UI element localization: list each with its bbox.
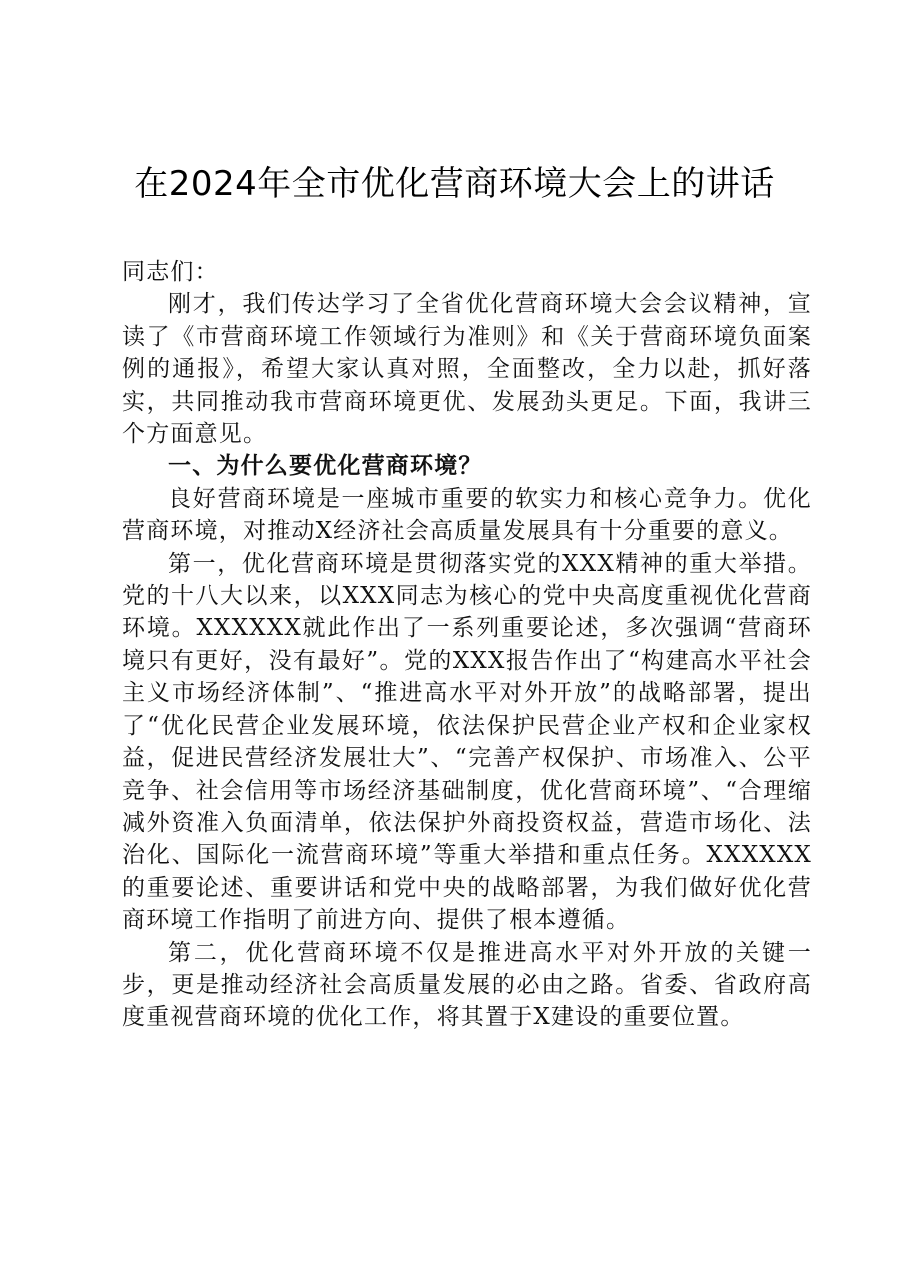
section1-paragraph-2: 第一，优化营商环境是贯彻落实党的XXX精神的重大举措。党的十八大以来，以XXX同志为核心的党中央高度重视优化营商环境。XXXXXX就此作出了一系列重要论述，多次强调“营商环境只有更好，没有最好”。党的XXX报告作出了“构建高水平社会主义市场经济体制”、“推进高水平对外开放”的战略部署，提出了“优化民营企业发展环境，依法保护民营企业产权和企业家权益，促进民营经济发展壮大”、“完善产权保护、市场准入、公平竞争、社会信用等市场经济基础制度，优化营商环境”、“合理缩减外资准入负面清单，依法保护外商投资权益，营造市场化、法治化、国际化一流营商环境”等重大举措和重点任务。XXXXXX的重要论述、重要讲话和党中央的战略部署，为我们做好优化营商环境工作指明了前进方向、提供了根本遵循。 [122,550,812,934]
section1-paragraph-3: 第二，优化营商环境不仅是推进高水平对外开放的关键一步，更是推动经济社会高质量发展的必由之路。省委、省政府高度重视营商环境的优化工作，将其置于X建设的重要位置。 [122,939,812,1031]
document-title: 在2024年全市优化营商环境大会上的讲话 [134,164,775,204]
section1-paragraph-1: 良好营商环境是一座城市重要的软实力和核心竞争力。优化营商环境，对推动X经济社会高质量发展具有十分重要的意义。 [122,485,812,545]
salutation: 同志们： [122,259,219,285]
intro-paragraph: 刚才，我们传达学习了全省优化营商环境大会会议精神，宣读了《市营商环境工作领域行为准则》和《关于营商环境负面案例的通报》，希望大家认真对照，全面整改，全力以赴，抓好落实，共同推动我市营商环境更优、发展劲头更足。下面，我讲三个方面意见。 [122,291,812,448]
section-heading-1: 一、为什么要优化营商环境？ [168,453,483,480]
document-body [122,256,812,1034]
